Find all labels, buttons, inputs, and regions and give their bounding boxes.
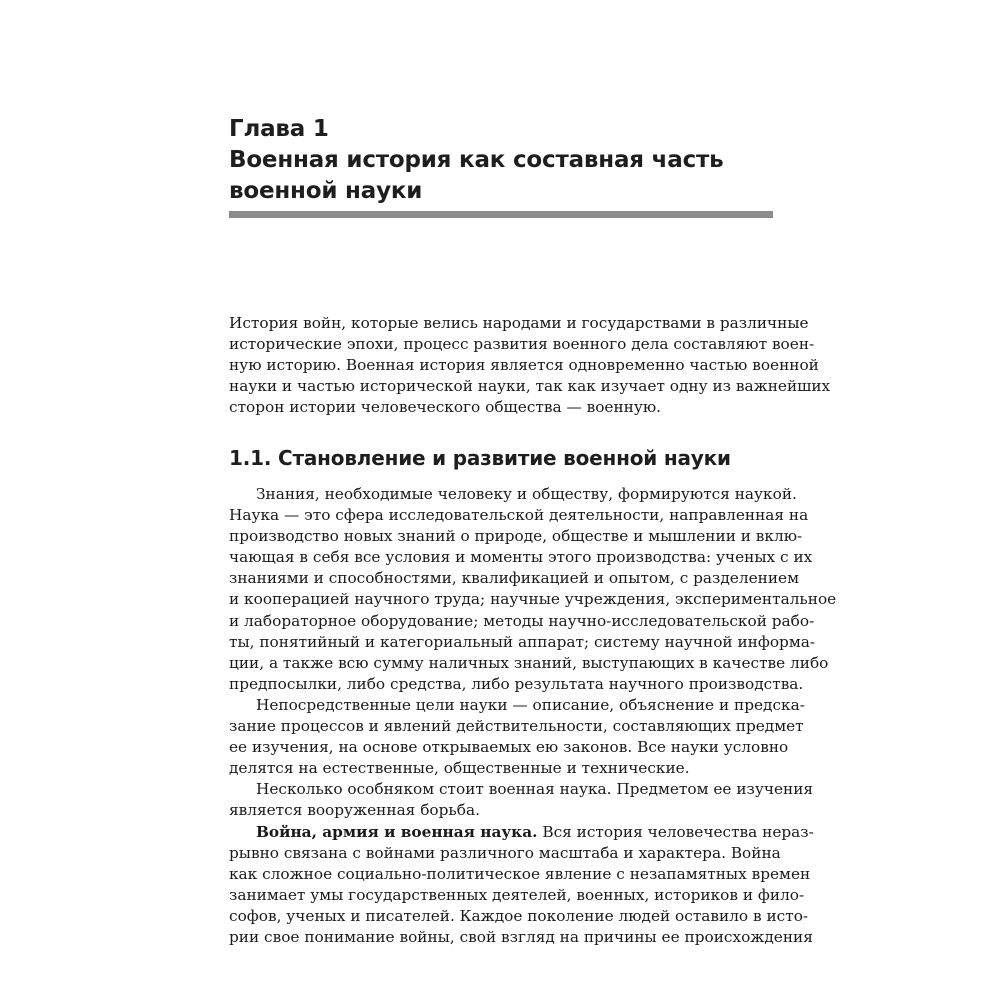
chapter-label: Глава 1 [229,116,329,142]
text-line: знаниями и способностями, квалификацией и опытом, с разделением [229,569,799,588]
text-line: зание процессов и явлений действительности, составляющих предмет [229,717,804,736]
text-line: ты, понятийный и категориальный аппарат; систему научной информа- [229,632,816,651]
chapter-heading [229,114,774,207]
text-line: Знания, необходимые человеку и обществу, формируются наукой. [256,485,797,503]
text-line: занимает умы государственных деятелей, военных, историков и фило- [229,885,805,904]
text-line: ее изучения, на основе открываемых ею законов. Все науки условно [229,738,789,757]
text-line: производство новых знаний о природе, обществе и мышлении и вклю- [229,527,803,546]
paragraph-lead-line [229,822,814,843]
chapter-title-line: военной науки [229,178,423,204]
section-heading: 1.1. Становление и развитие военной науки [229,446,731,470]
text-line: исторические эпохи, процесс развития военного дела составляют воен- [229,335,815,353]
text-line: науки и частью исторической науки, так как изучает одну из важнейших [229,377,831,395]
text-line: ную историю. Военная история является одновременно частью военной [229,356,819,374]
text-line: и кооперацией научного труда; научные учреждения, экспериментальное [229,590,837,609]
text-line: предпосылки, либо средства, либо результата научного производства. [229,674,804,693]
chapter-divider [229,211,773,218]
section-body [229,484,837,948]
text-line: является вооруженная борьба. [229,801,480,820]
chapter-title-line: Военная история как составная часть [229,147,724,173]
chapter-intro [229,313,831,418]
text-line: рии свое понимание войны, свой взгляд на причины ее происхождения [229,927,813,946]
text-line: ции, а также всю сумму наличных знаний, выступающих в качестве либо [229,653,829,672]
text-line: Несколько особняком стоит военная наука. Предметом ее изучения [256,780,814,799]
text-line: Наука — это сфера исследовательской деятельности, направленная на [229,506,809,525]
text-line: Непосредственные цели науки — описание, объяснение и предска- [256,695,805,714]
text-line: сторон истории человеческого общества — военную. [229,398,662,416]
text-line: чающая в себя все условия и моменты этого производства: ученых с их [229,548,813,567]
bold-run-in-heading: Война, армия и военная наука. [256,822,538,841]
text-line: История войн, которые велись народами и государствами в различные [229,314,809,332]
text-line: как сложное социально-политическое явление с незапамятных времен [229,864,811,883]
text-line: софов, ученых и писателей. Каждое поколение людей оставило в исто- [229,906,809,925]
text-line: делятся на естественные, общественные и технические. [229,759,690,778]
text-line: и лабораторное оборудование; методы научно-исследовательской рабо- [229,611,815,630]
text-line: рывно связана с войнами различного масштаба и характера. Война [229,843,781,862]
text-run: Вся история человечества нераз- [537,822,814,841]
